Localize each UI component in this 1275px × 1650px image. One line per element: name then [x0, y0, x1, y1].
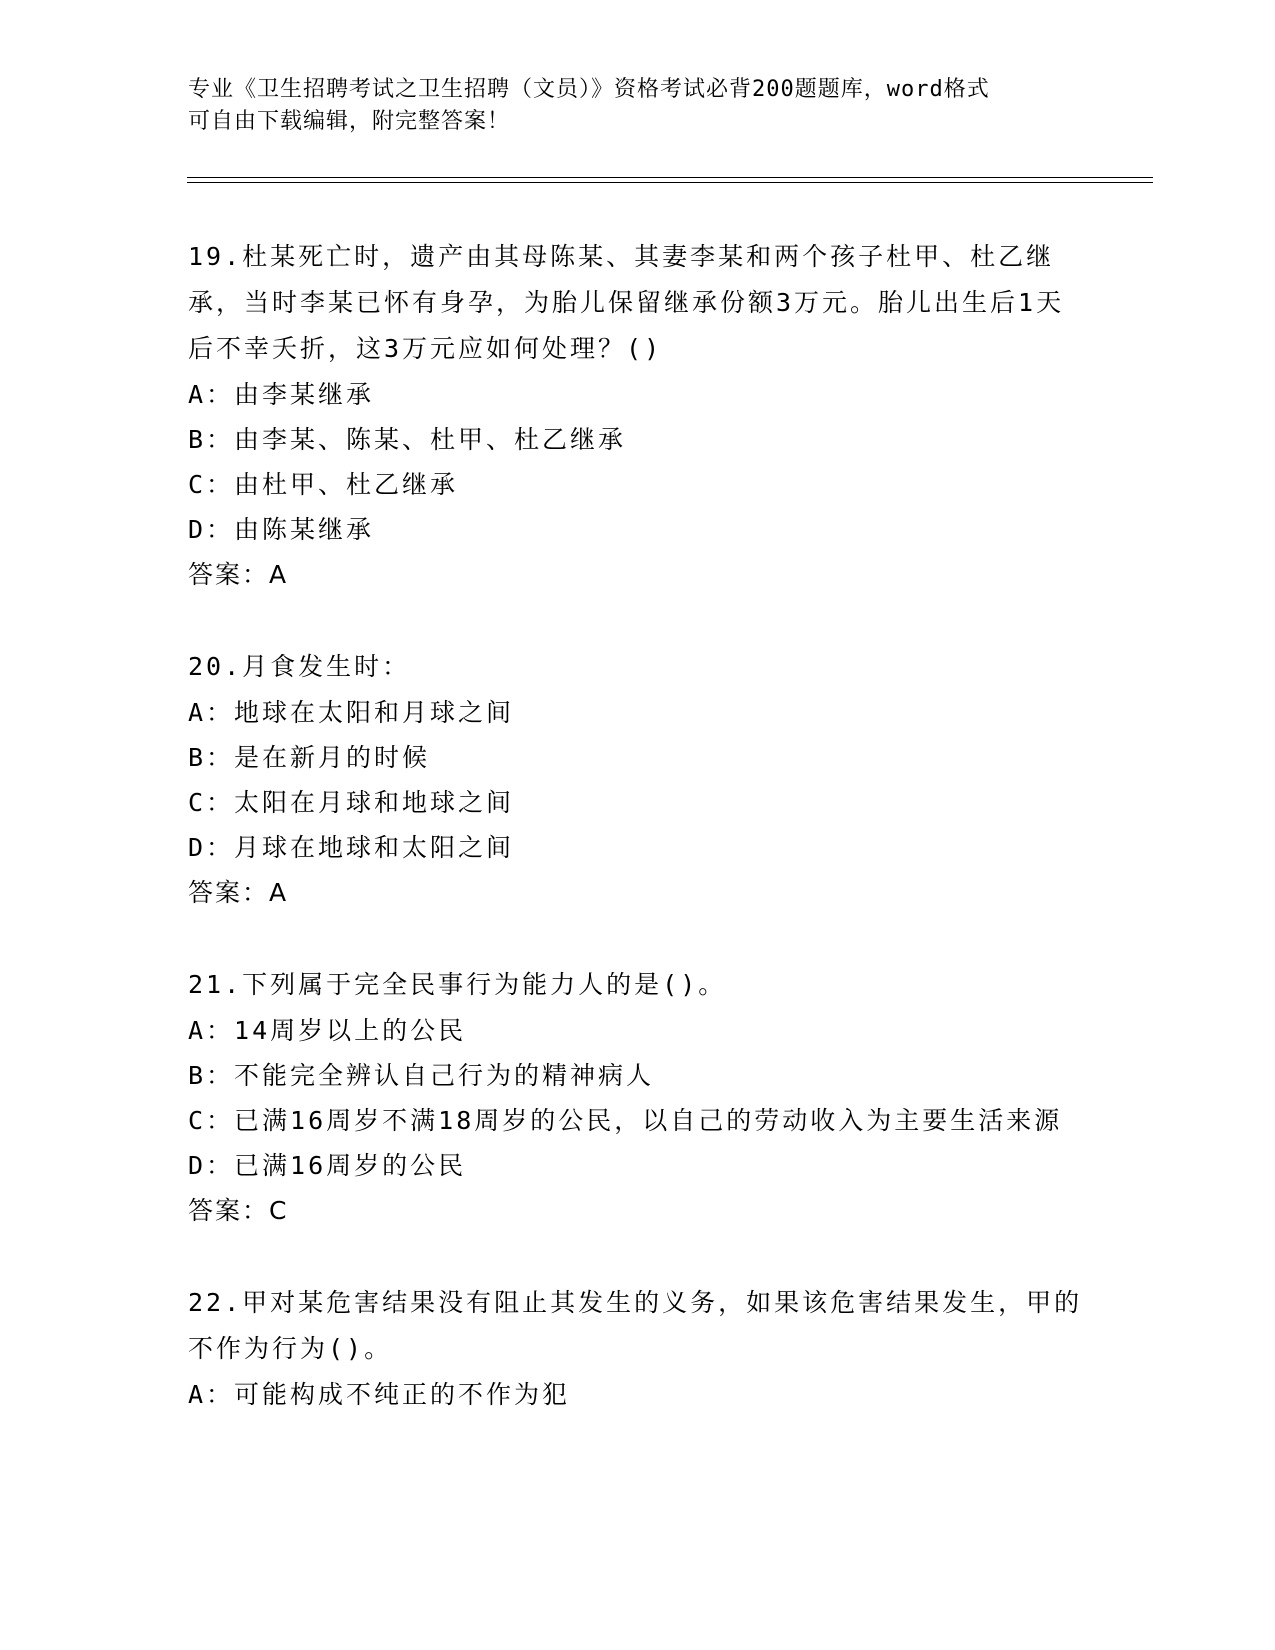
option-c: C：太阳在月球和地球之间 — [188, 788, 515, 817]
answer-line: 答案：C — [188, 1196, 289, 1225]
question-text: 21.下列属于完全民事行为能力人的是()。 — [188, 970, 727, 999]
question-item — [188, 962, 1088, 1234]
question-list — [188, 234, 1088, 1463]
option-b: B：不能完全辨认自己行为的精神病人 — [188, 1061, 655, 1090]
option-d: D：月球在地球和太阳之间 — [188, 833, 515, 862]
header-divider-bottom — [187, 182, 1153, 183]
option-b: B：是在新月的时候 — [188, 743, 431, 772]
option-d: D：已满16周岁的公民 — [188, 1151, 467, 1180]
header-title-line-1: 专业《卫生招聘考试之卫生招聘（文员）》资格考试必背200题题库，word格式 — [188, 77, 990, 102]
answer-line: 答案：A — [188, 560, 289, 589]
option-a: A：地球在太阳和月球之间 — [188, 698, 515, 727]
option-a: A：14周岁以上的公民 — [188, 1016, 467, 1045]
document-header — [188, 74, 1068, 138]
option-d: D：由陈某继承 — [188, 515, 375, 544]
header-title-line-2: 可自由下载编辑，附完整答案！ — [188, 109, 511, 134]
header-divider-top — [187, 177, 1153, 178]
question-item — [188, 644, 1088, 916]
option-b: B：由李某、陈某、杜甲、杜乙继承 — [188, 425, 627, 454]
option-a: A：由李某继承 — [188, 380, 375, 409]
question-text: 22.甲对某危害结果没有阻止其发生的义务，如果该危害结果发生，甲的不作为行为()。 — [188, 1288, 1083, 1363]
option-c: C：由杜甲、杜乙继承 — [188, 470, 459, 499]
option-c: C：已满16周岁不满18周岁的公民，以自己的劳动收入为主要生活来源 — [188, 1106, 1063, 1135]
answer-line: 答案：A — [188, 878, 289, 907]
question-text: 19.杜某死亡时，遗产由其母陈某、其妻李某和两个孩子杜甲、杜乙继承，当时李某已怀有身孕，为胎儿保留继承份额3万元。胎儿出生后1天后不幸夭折，这3万元应如何处理？() — [188, 242, 1065, 363]
question-item — [188, 1280, 1088, 1417]
question-item — [188, 234, 1088, 598]
question-text: 20.月食发生时： — [188, 652, 411, 681]
option-a: A：可能构成不纯正的不作为犯 — [188, 1380, 571, 1409]
